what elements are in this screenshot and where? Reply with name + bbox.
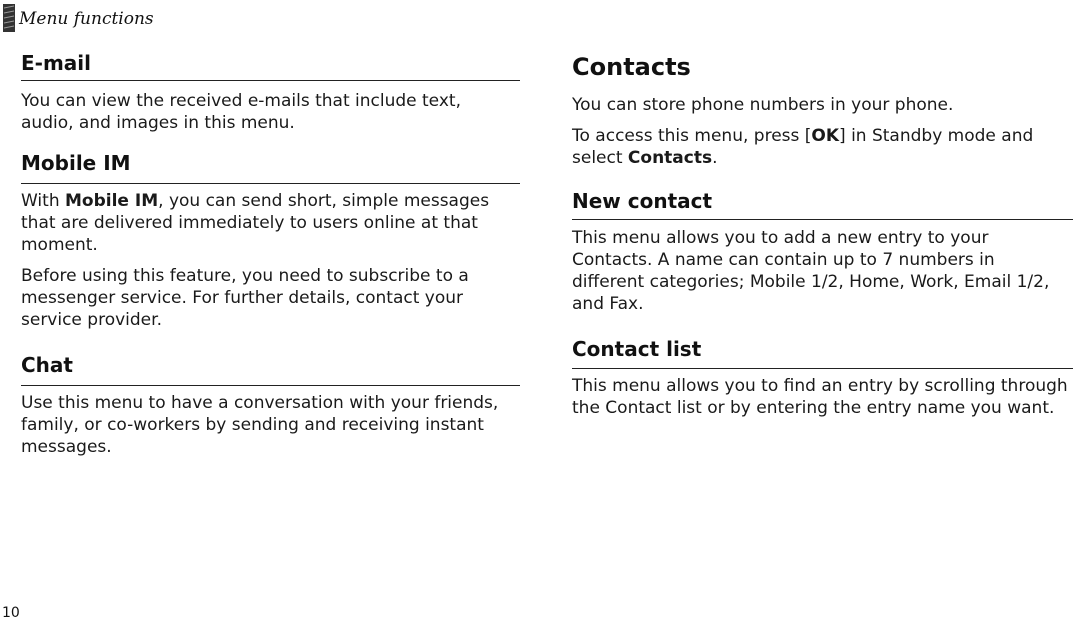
email-rule	[21, 80, 520, 81]
new-contact-rule	[572, 219, 1073, 220]
header-title: Menu functions	[19, 9, 154, 29]
page-header	[2, 4, 154, 34]
email-heading: E-mail	[21, 51, 92, 75]
mobile-im-text-1: With Mobile IM, you can send short, simple messages that are delivered immediately to users online at that moment.	[21, 191, 490, 255]
mobile-im-text-2: Before using this feature, you need to subscribe to a messenger service. For further details, contact your service provider.	[21, 266, 469, 330]
new-contact-text: This menu allows you to add a new entry to your Contacts. A name can contain up to 7 numbers in different categories; Mobile 1/2, Home, Work, Email 1/2, and Fax.	[572, 228, 1050, 314]
chat-heading: Chat	[21, 353, 73, 377]
contacts-text-1: You can store phone numbers in your phone.	[572, 95, 954, 115]
contacts-heading: Contacts	[572, 53, 691, 81]
contact-list-text: This menu allows you to find an entry by scrolling through the Contact list or by entering the entry name you want.	[572, 376, 1068, 418]
page-number: 10	[2, 605, 20, 621]
contact-list-rule	[572, 368, 1073, 369]
mobile-im-rule	[21, 183, 520, 184]
new-contact-heading: New contact	[572, 189, 713, 213]
chat-rule	[21, 385, 520, 386]
chat-text: Use this menu to have a conversation with your friends, family, or co-workers by sending and receiving instant messages.	[21, 393, 499, 457]
contacts-text-2: To access this menu, press [OK] in Standby mode and select Contacts.	[572, 126, 1034, 168]
mobile-im-heading: Mobile IM	[21, 151, 131, 175]
tab-marker-icon	[2, 4, 16, 32]
email-text: You can view the received e-mails that include text, audio, and images in this menu.	[21, 91, 461, 133]
contact-list-heading: Contact list	[572, 337, 702, 361]
